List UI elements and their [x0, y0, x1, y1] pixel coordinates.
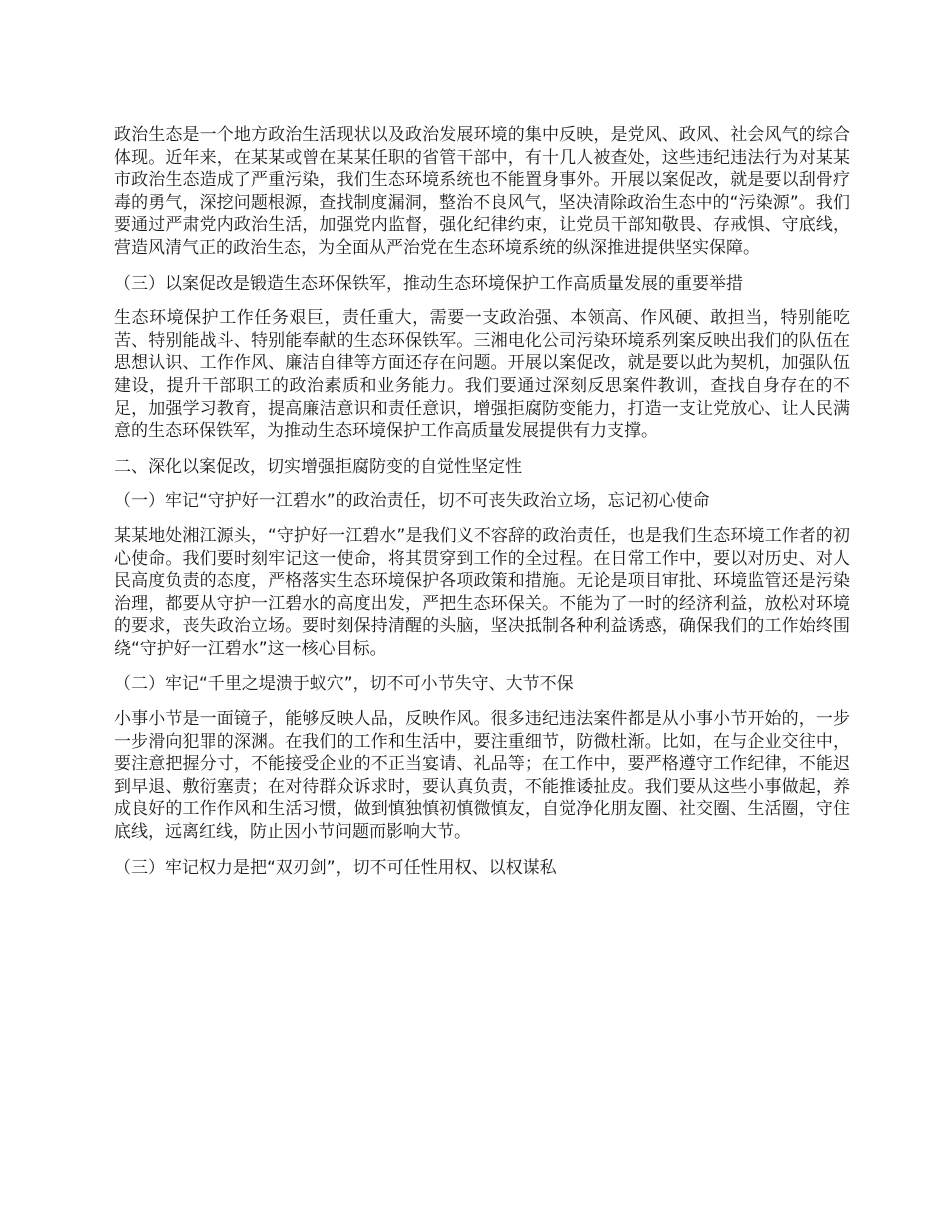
paragraph-political-ecology: 政治生态是一个地方政治生活现状以及政治发展环境的集中反映，是党风、政风、社会风气的综合体现。近年来，在某某或曾在某某任职的省管干部中，有十几人被查处，这些违纪违法行为对某某市政治生态造成了严重污染，我们生态环境系统也不能置身事外。开展以案促改，就是要以刮骨疗毒的勇气，深挖问题根源，查找制度漏洞，整治不良风气，坚决清除政治生态中的“污染源”。我们要通过严肃党内政治生活，加强党内监督，强化纪律约束，让党员干部知敬畏、存戒惧、守底线，营造风清气正的政治生态，为全面从严治党在生态环境系统的纵深推进提供坚实保障。 — [114, 125, 850, 258]
heading-section-1-3: （三）以案促改是锻造生态环保铁军，推动生态环境保护工作高质量发展的重要举措 — [114, 273, 743, 294]
paragraph-guard-river: 某某地处湘江源头，“守护好一江碧水”是我们义不容辞的政治责任，也是我们生态环境工作者的初心使命。我们要时刻牢记这一使命，将其贯穿到工作的全过程。在日常工作中，要以对历史、对人民高度负责的态度，严格落实生态环境保护各项政策和措施。无论是项目审批、环境监管还是污染治理，都要从守护一江碧水的高度出发，严把生态环保关。不能为了一时的经济利益，放松对环境的要求，丧失政治立场。要时刻保持清醒的头脑，坚决抵制各种利益诱惑，确保我们的工作始终围绕“守护好一江碧水”这一核心目标。 — [114, 525, 850, 659]
paragraph-small-details: 小事小节是一面镜子，能够反映人品，反映作风。很多违纪违法案件都是从小事小节开始的，一步一步滑向犯罪的深渊。在我们的工作和生活中，要注重细节，防微杜渐。比如，在与企业交往中，要注意把握分寸，不能接受企业的不正当宴请、礼品等；在工作中，要严格遵守工作纪律，不能迟到早退、敷衍塞责；在对待群众诉求时，要认真负责，不能推诿扯皮。我们要从这些小事做起，养成良好的工作作风和生活习惯，做到慎独慎初慎微慎友，自觉净化朋友圈、社交圈、生活圈，守住底线，远离红线，防止因小节问题而影响大节。 — [114, 709, 850, 843]
paragraph-eco-iron-army: 生态环境保护工作任务艰巨，责任重大，需要一支政治强、本领高、作风硬、敢担当，特别能吃苦、特别能战斗、特别能奉献的生态环保铁军。三湘电化公司污染环境系列案反映出我们的队伍在思想认识、工作作风、廉洁自律等方面还存在问题。开展以案促改，就是要以此为契机，加强队伍建设，提升干部职工的政治素质和业务能力。我们要通过深刻反思案件教训，查找自身存在的不足，加强学习教育，提高廉洁意识和责任意识，增强拒腐防变能力，打造一支让党放心、让人民满意的生态环保铁军，为推动生态环境保护工作高质量发展提供有力支撑。 — [114, 308, 850, 442]
heading-section-2-1: （一）牢记“守护好一江碧水”的政治责任，切不可丧失政治立场，忘记初心使命 — [114, 491, 710, 512]
heading-section-2-2: （二）牢记“千里之堤溃于蚁穴”，切不可小节失守、大节不保 — [114, 674, 574, 695]
heading-part-2: 二、深化以案促改，切实增强拒腐防变的自觉性坚定性 — [114, 456, 522, 477]
heading-section-2-3: （三）牢记权力是把“双刃剑”，切不可任性用权、以权谋私 — [114, 857, 557, 878]
document-page — [114, 124, 850, 891]
